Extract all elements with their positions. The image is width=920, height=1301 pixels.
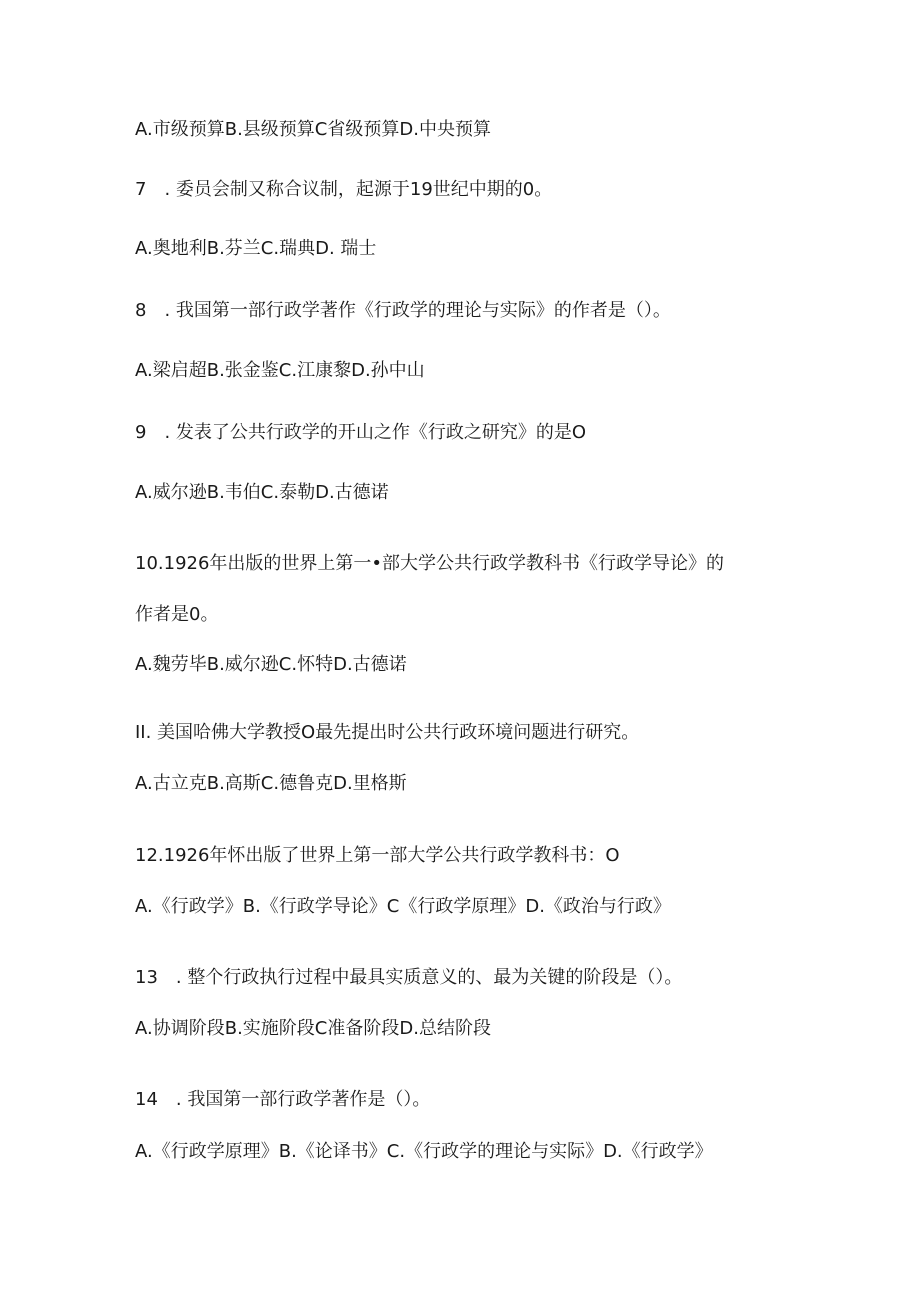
answer-options-7: A.奥地利B.芬兰C.瑞典D. 瑞士 bbox=[135, 238, 377, 259]
question-12: 12.1926年怀出版了世界上第一部大学公共行政学教科书：O bbox=[135, 845, 620, 866]
answer-options-14: A.《行政学原理》B.《论译书》C.《行政学的理论与实际》D.《行政学》 bbox=[135, 1141, 713, 1162]
answer-options-12: A.《行政学》B.《行政学导论》C《行政学原理》D.《政治与行政》 bbox=[135, 896, 671, 917]
question-9: 9 . 发表了公共行政学的开山之作《行政之研究》的是O bbox=[135, 422, 587, 443]
question-8: 8 . 我国第一部行政学著作《行政学的理论与实际》的作者是（）。 bbox=[135, 300, 671, 321]
answer-options-13: A.协调阶段B.实施阶段C准备阶段D.总结阶段 bbox=[135, 1018, 491, 1039]
question-10-line-1: 10.1926年出版的世界上第一•部大学公共行政学教科书《行政学导论》的 bbox=[135, 553, 725, 574]
answer-options-6: A.市级预算B.县级预算C省级预算D.中央预算 bbox=[135, 119, 491, 140]
question-11: II. 美国哈佛大学教授O最先提出时公共行政环境问题进行研究。 bbox=[135, 722, 640, 743]
question-7: 7 . 委员会制又称合议制，起源于19世纪中期的0。 bbox=[135, 179, 553, 200]
question-13: 13 . 整个行政执行过程中最具实质意义的、最为关键的阶段是（）。 bbox=[135, 967, 683, 988]
answer-options-10: A.魏劳毕B.威尔逊C.怀特D.古德诺 bbox=[135, 654, 407, 675]
question-10-line-2: 作者是0。 bbox=[135, 604, 219, 625]
answer-options-9: A.威尔逊B.韦伯C.泰勒D.古德诺 bbox=[135, 482, 389, 503]
question-14: 14 . 我国第一部行政学著作是（）。 bbox=[135, 1089, 431, 1110]
answer-options-11: A.古立克B.高斯C.德鲁克D.里格斯 bbox=[135, 773, 407, 794]
answer-options-8: A.梁启超B.张金鉴C.江康黎D.孙中山 bbox=[135, 360, 425, 381]
